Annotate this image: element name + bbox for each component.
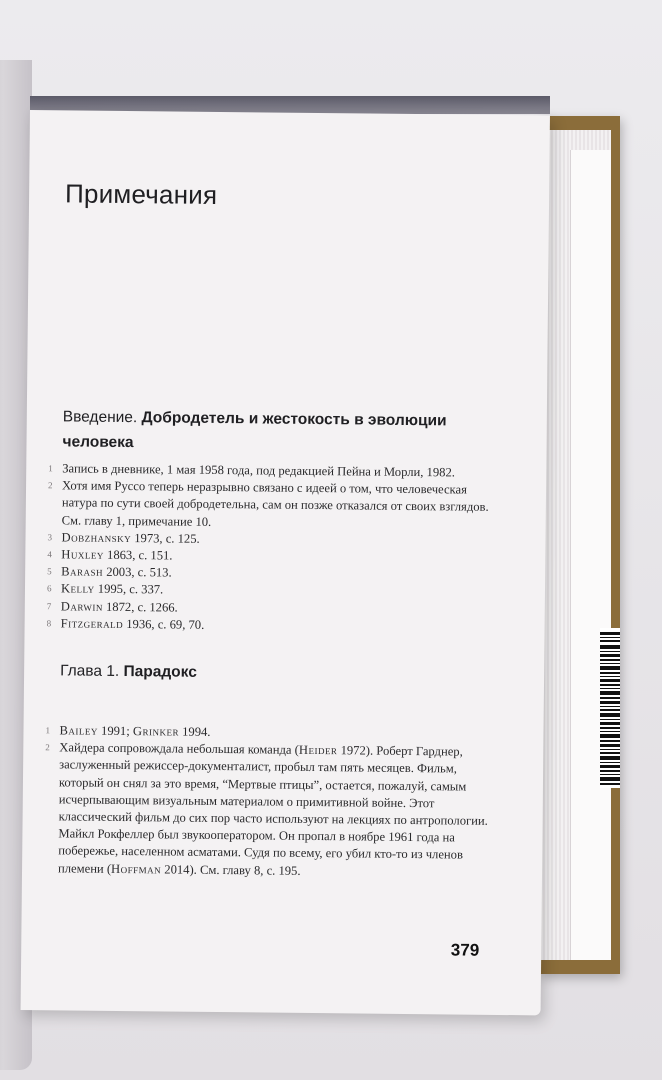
- note-number: 1: [45, 725, 51, 736]
- section-title: Парадокс: [123, 663, 197, 681]
- notes-list-introduction: [46, 460, 493, 637]
- note-author: Bailey: [59, 723, 98, 738]
- book-page: [21, 110, 550, 1015]
- note-number: 4: [47, 549, 52, 560]
- page-number: 379: [450, 940, 480, 960]
- note-author: Fitzgerald: [60, 616, 124, 631]
- note-number: 2: [48, 480, 53, 491]
- note-item: [46, 615, 491, 637]
- note-text: Хотя имя Руссо теперь неразрывно связано с идеей о том, что человеческая натура по сути своей добродетельна, сам он позже отказался от своих взглядов. См. главу 1, примечание 10.: [61, 478, 489, 529]
- note-text: 1994.: [178, 724, 211, 739]
- section-label: Введение.: [62, 408, 138, 427]
- note-number: 6: [46, 583, 52, 594]
- section-heading-chapter-1: [60, 658, 197, 684]
- note-text: Хайдера сопровождала небольшая команда (: [59, 740, 299, 758]
- note-author: Grinker: [132, 724, 180, 739]
- section-label: Глава 1.: [60, 662, 120, 680]
- note-author: Dobzhansky: [61, 530, 132, 545]
- inner-cover: [570, 150, 611, 960]
- note-text: 1995, с. 337.: [94, 582, 164, 597]
- note-text: 1936, с. 69, 70.: [123, 616, 205, 632]
- barcode-icon: [600, 628, 620, 788]
- note-number: 2: [45, 742, 50, 753]
- note-number: 7: [46, 600, 52, 611]
- note-number: 3: [47, 532, 53, 543]
- note-item: [45, 740, 489, 882]
- note-text: Запись в дневнике, 1 мая 1958 года, под редакцией Пейна и Морли, 1982.: [62, 461, 456, 480]
- note-text: 1973, с. 125.: [131, 530, 200, 546]
- section-title: Добродетель и жестокость в эволюции человека: [62, 409, 447, 452]
- section-heading-introduction: [62, 404, 463, 458]
- note-author: Darwin: [60, 598, 103, 614]
- note-text: 1991;: [97, 723, 133, 739]
- note-number: 1: [48, 463, 53, 474]
- note-text: 1863, с. 151.: [103, 547, 173, 563]
- page-title: Примечания: [64, 178, 218, 210]
- note-author: Kelly: [60, 581, 95, 597]
- note-text: 1872, с. 1266.: [102, 599, 178, 615]
- note-text: 2003, с. 513.: [103, 565, 172, 580]
- note-author: Heider: [298, 743, 338, 758]
- notes-list-chapter-1: [45, 722, 490, 881]
- note-item: [48, 478, 493, 534]
- note-author: Hoffman: [110, 861, 162, 877]
- note-text: 2014). См. главу 8, с. 195.: [161, 862, 301, 878]
- note-number: 5: [47, 566, 52, 577]
- note-author: Huxley: [61, 547, 105, 562]
- note-number: 8: [46, 618, 52, 629]
- note-text: 1972). Роберт Гарднер, заслуженный режиссер-документалист, пробыл там пять месяцев. Фильм, который он снял за это время, “Мертвые птицы”, остается, пожалуй, самым исчерпывающим визуальным материалом о примитивной войне. Этот классический фильм до сих пор часто используют на лекциях по антропологии. Майкл Рокфеллер был звукооператором. Он пропал в ноябре 1961 года на побережье, населенном асматами. Судя по всему, его убил кто-то из членов племени (: [57, 743, 488, 876]
- note-author: Barash: [61, 564, 104, 580]
